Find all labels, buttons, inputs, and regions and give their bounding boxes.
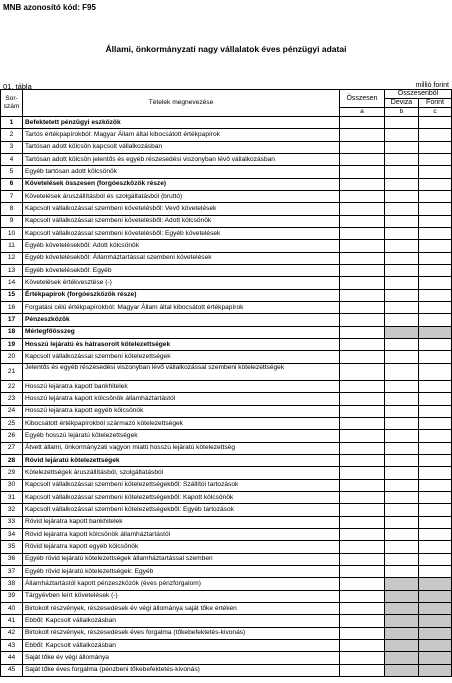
row-number: 3 — [1, 141, 23, 153]
header-col-c: c — [419, 108, 452, 117]
row-label: Kibocsátott értékpapírokból származó kötelezettségek — [23, 418, 340, 430]
row-number: 27 — [1, 442, 23, 454]
cell-forint[interactable] — [419, 351, 452, 363]
cell-total[interactable] — [340, 351, 385, 363]
row-label: Mérlegfőösszeg — [23, 326, 340, 338]
cell-deviza[interactable] — [385, 351, 419, 363]
cell-total[interactable] — [340, 381, 385, 393]
cell-total[interactable] — [340, 565, 385, 577]
row-label: Egyéb rövid lejáratú kötelezettségek államháztartással szemben — [23, 553, 340, 565]
table-row — [1, 351, 452, 363]
cell-total[interactable] — [340, 454, 385, 466]
row-label: Rövid lejáratú kötelezettségek — [23, 454, 340, 466]
row-number: 41 — [1, 615, 23, 627]
table-row — [1, 454, 452, 466]
cell-forint[interactable] — [419, 117, 452, 129]
cell-deviza — [385, 652, 419, 664]
cell-forint[interactable] — [419, 314, 452, 326]
cell-deviza[interactable] — [385, 129, 419, 141]
row-number: 26 — [1, 430, 23, 442]
cell-forint[interactable] — [419, 240, 452, 252]
table-row — [1, 467, 452, 479]
table-row — [1, 166, 452, 178]
cell-deviza[interactable] — [385, 301, 419, 313]
row-label: Hosszú lejáratra kapott egyéb kölcsönök — [23, 405, 340, 417]
cell-total[interactable] — [340, 639, 385, 651]
row-number: 17 — [1, 314, 23, 326]
cell-deviza[interactable] — [385, 541, 419, 553]
cell-deviza[interactable] — [385, 516, 419, 528]
cell-deviza[interactable] — [385, 442, 419, 454]
row-number: 18 — [1, 326, 23, 338]
cell-forint[interactable] — [419, 166, 452, 178]
row-label: Egyéb rövid lejáratú kötelezettségek: Egyéb — [23, 565, 340, 577]
header-of-which: Összesenből — [385, 90, 452, 99]
cell-deviza — [385, 602, 419, 614]
row-number: 2 — [1, 129, 23, 141]
table-row — [1, 141, 452, 153]
row-label: Befektetett pénzügyi eszközök — [23, 117, 340, 129]
cell-forint[interactable] — [419, 153, 452, 165]
cell-deviza[interactable] — [385, 338, 419, 350]
row-number: 38 — [1, 578, 23, 590]
header-sor-line2: szám — [3, 103, 20, 110]
row-label: Tárgyévben leírt követelések (-) — [23, 590, 340, 602]
row-label: Követelések összesen (forgóeszközök része) — [23, 178, 340, 190]
table-row — [1, 301, 452, 313]
table-row — [1, 240, 452, 252]
row-label: Kapcsolt vállalkozással szembeni követelésből: Egyéb követelések — [23, 227, 340, 239]
row-label: Kapcsolt vállalkozással szembeni követelésből: Adott kölcsönök — [23, 215, 340, 227]
row-label: Saját tőke éves forgalma (pénzbeni tőkebefektetés-kivonás) — [23, 664, 340, 676]
table-row — [1, 602, 452, 614]
cell-forint[interactable] — [419, 516, 452, 528]
row-number: 15 — [1, 289, 23, 301]
row-label: Birtokolt részvények, részesedések év végi állománya saját tőke értéken — [23, 602, 340, 614]
header-deviza: Deviza — [385, 99, 419, 108]
cell-total[interactable] — [340, 203, 385, 215]
cell-deviza[interactable] — [385, 153, 419, 165]
row-label: Kötelezettségek áruszállításból, szolgáltatásból — [23, 467, 340, 479]
cell-forint[interactable] — [419, 203, 452, 215]
table-row — [1, 565, 452, 577]
cell-total[interactable] — [340, 541, 385, 553]
cell-total[interactable] — [340, 129, 385, 141]
row-label: Kapcsolt vállalkozással szembeni kötelezettségekből: Szállítói tartozások — [23, 479, 340, 491]
table-row — [1, 639, 452, 651]
cell-total[interactable] — [340, 289, 385, 301]
cell-total[interactable] — [340, 227, 385, 239]
row-number: 25 — [1, 418, 23, 430]
table-row — [1, 541, 452, 553]
cell-forint[interactable] — [419, 178, 452, 190]
cell-forint — [419, 602, 452, 614]
cell-forint[interactable] — [419, 289, 452, 301]
table-number: 01. tábla — [3, 82, 32, 91]
row-number: 40 — [1, 602, 23, 614]
table-row — [1, 326, 452, 338]
cell-deviza[interactable] — [385, 264, 419, 276]
cell-total[interactable] — [340, 553, 385, 565]
row-label: Kapcsolt vállalkozással szembeni kötelezettségek — [23, 351, 340, 363]
cell-total[interactable] — [340, 153, 385, 165]
table-row — [1, 289, 452, 301]
header-sor-line1: Sor- — [5, 95, 18, 102]
row-label: Követelések áruszállításból és szolgáltatásból (bruttó) — [23, 190, 340, 202]
cell-total[interactable] — [340, 491, 385, 503]
cell-deviza[interactable] — [385, 190, 419, 202]
cell-deviza[interactable] — [385, 479, 419, 491]
table-row — [1, 652, 452, 664]
table-row — [1, 516, 452, 528]
cell-deviza — [385, 590, 419, 602]
row-label: Egyéb követelésekből: Államháztartással szembeni követelések — [23, 252, 340, 264]
row-number: 34 — [1, 528, 23, 540]
table-row — [1, 418, 452, 430]
unit-label: millió forint — [415, 82, 449, 89]
cell-deviza — [385, 664, 419, 676]
cell-forint[interactable] — [419, 190, 452, 202]
table-row — [1, 215, 452, 227]
cell-forint — [419, 615, 452, 627]
row-label: Kapcsolt vállalkozással szembeni kötelezettségekből: Egyéb tartozások — [23, 504, 340, 516]
table-row — [1, 553, 452, 565]
row-label: Saját tőke év végi állománya — [23, 652, 340, 664]
row-number: 7 — [1, 190, 23, 202]
cell-deviza[interactable] — [385, 565, 419, 577]
cell-total[interactable] — [340, 516, 385, 528]
cell-forint[interactable] — [419, 227, 452, 239]
row-label: Ebből: Kapcsolt vállalkozásban — [23, 639, 340, 651]
cell-deviza[interactable] — [385, 528, 419, 540]
cell-forint[interactable] — [419, 528, 452, 540]
row-number: 36 — [1, 553, 23, 565]
cell-total[interactable] — [340, 578, 385, 590]
header-col-a: a — [340, 108, 385, 117]
row-label: Egyéb követelésekből: Egyéb — [23, 264, 340, 276]
table-row — [1, 314, 452, 326]
table-row — [1, 129, 452, 141]
row-label: Rövid lejáratra kapott egyéb kölcsönök — [23, 541, 340, 553]
cell-total[interactable] — [340, 141, 385, 153]
cell-forint[interactable] — [419, 363, 452, 380]
cell-forint[interactable] — [419, 252, 452, 264]
cell-forint[interactable] — [419, 393, 452, 405]
row-label: Hosszú lejáratra kapott kölcsönök államháztartástól — [23, 393, 340, 405]
cell-forint[interactable] — [419, 553, 452, 565]
cell-total[interactable] — [340, 627, 385, 639]
row-number: 12 — [1, 252, 23, 264]
cell-total[interactable] — [340, 418, 385, 430]
row-number: 35 — [1, 541, 23, 553]
cell-deviza[interactable] — [385, 393, 419, 405]
table-row — [1, 264, 452, 276]
cell-total[interactable] — [340, 363, 385, 380]
cell-deviza[interactable] — [385, 178, 419, 190]
cell-forint[interactable] — [419, 467, 452, 479]
row-number: 39 — [1, 590, 23, 602]
table-row — [1, 227, 452, 239]
cell-deviza[interactable] — [385, 166, 419, 178]
cell-total[interactable] — [340, 528, 385, 540]
cell-deviza[interactable] — [385, 203, 419, 215]
row-label: Kapcsolt vállalkozással szembeni követelésből: Vevő követelések — [23, 203, 340, 215]
cell-forint[interactable] — [419, 479, 452, 491]
cell-deviza[interactable] — [385, 240, 419, 252]
cell-deviza[interactable] — [385, 215, 419, 227]
cell-total[interactable] — [340, 190, 385, 202]
cell-total[interactable] — [340, 252, 385, 264]
row-number: 24 — [1, 405, 23, 417]
row-number: 33 — [1, 516, 23, 528]
cell-forint[interactable] — [419, 381, 452, 393]
cell-total[interactable] — [340, 215, 385, 227]
cell-total[interactable] — [340, 338, 385, 350]
table-row — [1, 590, 452, 602]
cell-forint[interactable] — [419, 541, 452, 553]
row-number: 4 — [1, 153, 23, 165]
cell-deviza[interactable] — [385, 141, 419, 153]
table-row — [1, 338, 452, 350]
mnb-code: MNB azonosító kód: F95 — [3, 3, 96, 12]
cell-deviza[interactable] — [385, 363, 419, 380]
table-row — [1, 430, 452, 442]
row-number: 43 — [1, 639, 23, 651]
page-title: Állami, önkormányzati nagy vállalatok éves pénzügyi adatai — [105, 44, 347, 54]
cell-deviza[interactable] — [385, 381, 419, 393]
cell-deviza[interactable] — [385, 117, 419, 129]
row-label: Hosszú lejáratú és hátrasorolt kötelezettségek — [23, 338, 340, 350]
table-row — [1, 504, 452, 516]
cell-deviza[interactable] — [385, 277, 419, 289]
cell-forint[interactable] — [419, 504, 452, 516]
cell-deviza[interactable] — [385, 467, 419, 479]
row-label: Egyéb tartósan adott kölcsönök — [23, 166, 340, 178]
cell-total[interactable] — [340, 117, 385, 129]
cell-total[interactable] — [340, 615, 385, 627]
cell-total[interactable] — [340, 442, 385, 454]
table-row — [1, 153, 452, 165]
table-row — [1, 578, 452, 590]
cell-forint[interactable] — [419, 215, 452, 227]
row-number: 23 — [1, 393, 23, 405]
row-number: 21 — [1, 363, 23, 380]
cell-forint[interactable] — [419, 418, 452, 430]
header-sorszam — [1, 90, 23, 117]
table-row — [1, 528, 452, 540]
table-row — [1, 203, 452, 215]
cell-forint[interactable] — [419, 301, 452, 313]
row-number: 42 — [1, 627, 23, 639]
cell-forint[interactable] — [419, 338, 452, 350]
cell-total[interactable] — [340, 393, 385, 405]
table-row — [1, 381, 452, 393]
row-number: 13 — [1, 264, 23, 276]
row-label: Követelések értékvesztése (-) — [23, 277, 340, 289]
row-number: 31 — [1, 491, 23, 503]
row-label: Átvett állami, önkormányzati vagyon miatti hosszú lejáratú kötelezettség — [23, 442, 340, 454]
table-row — [1, 479, 452, 491]
cell-deviza[interactable] — [385, 430, 419, 442]
cell-total[interactable] — [340, 405, 385, 417]
row-label: Kapcsolt vállalkozással szembeni kötelezettségekből: Kapott kölcsönök — [23, 491, 340, 503]
table-row — [1, 277, 452, 289]
header-forint: Forint — [419, 99, 452, 108]
cell-total[interactable] — [340, 467, 385, 479]
cell-forint — [419, 664, 452, 676]
row-number: 6 — [1, 178, 23, 190]
cell-deviza — [385, 627, 419, 639]
header-total: Összesen — [340, 90, 385, 108]
row-number: 11 — [1, 240, 23, 252]
cell-deviza — [385, 639, 419, 651]
row-label: Ebből: Kapcsolt vállalkozásban — [23, 615, 340, 627]
row-number: 9 — [1, 215, 23, 227]
table-row — [1, 117, 452, 129]
cell-deviza — [385, 578, 419, 590]
row-number: 5 — [1, 166, 23, 178]
cell-total[interactable] — [340, 277, 385, 289]
cell-forint[interactable] — [419, 129, 452, 141]
row-label: Jelentős és egyéb részesedési viszonyban lévő vállalkozással szembeni kötelezettségek — [23, 363, 340, 380]
header-items: Tételek megnevezése — [23, 90, 340, 117]
row-label: Hosszú lejáratra kapott bankhitelek — [23, 381, 340, 393]
row-number: 19 — [1, 338, 23, 350]
table-row — [1, 664, 452, 676]
cell-deviza[interactable] — [385, 289, 419, 301]
cell-forint[interactable] — [419, 491, 452, 503]
row-number: 44 — [1, 652, 23, 664]
row-number: 32 — [1, 504, 23, 516]
cell-forint[interactable] — [419, 277, 452, 289]
row-label: Rövid lejáratra kapott bankhitelek — [23, 516, 340, 528]
row-label: Birtokolt részvények, részesedések éves forgalma (tőkebefektetés-kivonás) — [23, 627, 340, 639]
row-label: Értékpapírok (forgóeszközök része) — [23, 289, 340, 301]
cell-deviza[interactable] — [385, 418, 419, 430]
cell-deviza[interactable] — [385, 252, 419, 264]
cell-deviza[interactable] — [385, 491, 419, 503]
cell-deviza[interactable] — [385, 227, 419, 239]
row-number: 1 — [1, 117, 23, 129]
table-row — [1, 363, 452, 380]
table-row — [1, 178, 452, 190]
row-number: 20 — [1, 351, 23, 363]
row-label: Tartós értékpapírokból: Magyar Állam által kibocsátott értékpapírok — [23, 129, 340, 141]
cell-deviza — [385, 615, 419, 627]
table-row — [1, 491, 452, 503]
row-number: 22 — [1, 381, 23, 393]
table-row — [1, 252, 452, 264]
cell-forint[interactable] — [419, 442, 452, 454]
table-row — [1, 190, 452, 202]
cell-deviza[interactable] — [385, 504, 419, 516]
table-row — [1, 405, 452, 417]
cell-forint — [419, 627, 452, 639]
cell-total[interactable] — [340, 240, 385, 252]
cell-total[interactable] — [340, 301, 385, 313]
cell-forint — [419, 578, 452, 590]
cell-forint — [419, 590, 452, 602]
cell-total[interactable] — [340, 430, 385, 442]
cell-deviza[interactable] — [385, 454, 419, 466]
row-number: 45 — [1, 664, 23, 676]
cell-forint[interactable] — [419, 454, 452, 466]
row-number: 14 — [1, 277, 23, 289]
row-label: Államháztartástól kapott pénzeszközök (éves pénzforgalom) — [23, 578, 340, 590]
row-number: 28 — [1, 454, 23, 466]
table-row — [1, 393, 452, 405]
cell-deviza — [385, 326, 419, 338]
row-number: 37 — [1, 565, 23, 577]
row-number: 29 — [1, 467, 23, 479]
row-label: Egyéb követelésekből: Adott kölcsönök — [23, 240, 340, 252]
cell-total[interactable] — [340, 652, 385, 664]
cell-forint — [419, 652, 452, 664]
cell-forint[interactable] — [419, 565, 452, 577]
header-col-b: b — [385, 108, 419, 117]
cell-total[interactable] — [340, 602, 385, 614]
cell-total[interactable] — [340, 326, 385, 338]
cell-total[interactable] — [340, 664, 385, 676]
row-label: Tartósan adott kölcsön jelentős és egyéb részesedési viszonyban lévő vállalkozásban — [23, 153, 340, 165]
cell-total[interactable] — [340, 590, 385, 602]
cell-forint[interactable] — [419, 264, 452, 276]
row-number: 10 — [1, 227, 23, 239]
cell-total[interactable] — [340, 504, 385, 516]
row-label: Pénzeszközök — [23, 314, 340, 326]
cell-forint[interactable] — [419, 430, 452, 442]
cell-deviza[interactable] — [385, 553, 419, 565]
row-number: 30 — [1, 479, 23, 491]
row-label: Rövid lejáratra kapott kölcsönök államháztartástól — [23, 528, 340, 540]
table-row — [1, 627, 452, 639]
row-number: 8 — [1, 203, 23, 215]
cell-total[interactable] — [340, 479, 385, 491]
table-row — [1, 442, 452, 454]
row-label: Forgatási célú értékpapírokból: Magyar Állam által kibocsátott értékpapírok — [23, 301, 340, 313]
cell-forint — [419, 326, 452, 338]
row-number: 16 — [1, 301, 23, 313]
cell-deviza[interactable] — [385, 405, 419, 417]
cell-total[interactable] — [340, 264, 385, 276]
cell-total[interactable] — [340, 314, 385, 326]
table-row — [1, 615, 452, 627]
cell-forint[interactable] — [419, 141, 452, 153]
cell-total[interactable] — [340, 178, 385, 190]
row-label: Egyéb hosszú lejáratú kötelezettségek — [23, 430, 340, 442]
cell-total[interactable] — [340, 166, 385, 178]
cell-forint — [419, 639, 452, 651]
cell-deviza[interactable] — [385, 314, 419, 326]
row-label: Tartósan adott kölcsön kapcsolt vállalkozásban — [23, 141, 340, 153]
cell-forint[interactable] — [419, 405, 452, 417]
data-table — [0, 89, 452, 677]
